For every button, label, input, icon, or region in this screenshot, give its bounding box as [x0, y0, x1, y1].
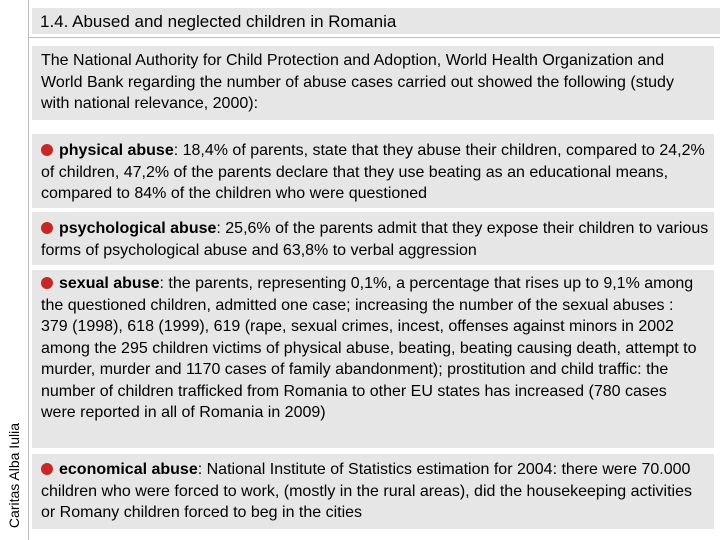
bullet-dot-icon	[41, 277, 53, 289]
bullet-text: : 25,6% of the parents admit that they expose their children to various forms of psychological abuse and 63,8% to verbal aggression	[41, 220, 709, 259]
bullet-box-psychological	[32, 212, 714, 265]
bullet-text: : National Institute of Statistics estimation for 2004: there were 70.000 children who were forced to work, (mostly in the rural areas), did the housekeeping activities or Romany children forced to beg in the cities	[41, 461, 692, 521]
bullet-term: physical abuse	[59, 142, 174, 159]
bullet-dot-icon	[41, 463, 53, 475]
bullet-sexual	[32, 270, 714, 424]
side-label: Caritas Alba Iulia	[6, 422, 22, 528]
bullet-term: economical abuse	[59, 461, 198, 478]
bullet-text: : the parents, representing 0,1%, a percentage that rises up to 9,1% among the questioned children, admitted one case; increasing the number of the sexual abuses : 379 (1998), 618 (1999), 619 (rape, sexual crimes, incest, offenses against minors in 2002 among the 295 children victims of physical abuse, beating, beating causing death, attempt to murder, murder and 1170 cases of family abandonment); prostitution and child traffic: the number of children trafficked from Romania to other EU states has increased (780 cases were reported in all of Romania in 2009)	[41, 275, 697, 421]
bullet-box-physical	[32, 134, 714, 208]
bullet-psychological	[32, 212, 714, 261]
slide-title: 1.4. Abused and neglected children in Romania	[40, 12, 397, 31]
intro-box	[32, 46, 714, 120]
bullet-economical	[32, 454, 714, 524]
horizontal-divider	[28, 37, 720, 38]
bullet-term: psychological abuse	[59, 220, 217, 237]
vertical-divider	[28, 0, 29, 540]
bullet-dot-icon	[41, 222, 53, 234]
bullet-dot-icon	[41, 144, 53, 156]
bullet-term: sexual abuse	[59, 275, 160, 292]
bullet-text: : 18,4% of parents, state that they abuse their children, compared to 24,2% of children, 47,2% of the parents declare that they use beating as an educational means, compared to 84% of the children who were questioned	[41, 142, 705, 202]
intro-text: The National Authority for Child Protection and Adoption, World Health Organization and World Bank regarding the number of abuse cases carried out showed the following (study with national relevance, 2000):	[41, 52, 674, 112]
bullet-physical	[32, 134, 714, 205]
side-label-container	[0, 0, 28, 540]
bullet-box-economical	[32, 454, 714, 529]
bullet-box-sexual	[32, 270, 714, 448]
